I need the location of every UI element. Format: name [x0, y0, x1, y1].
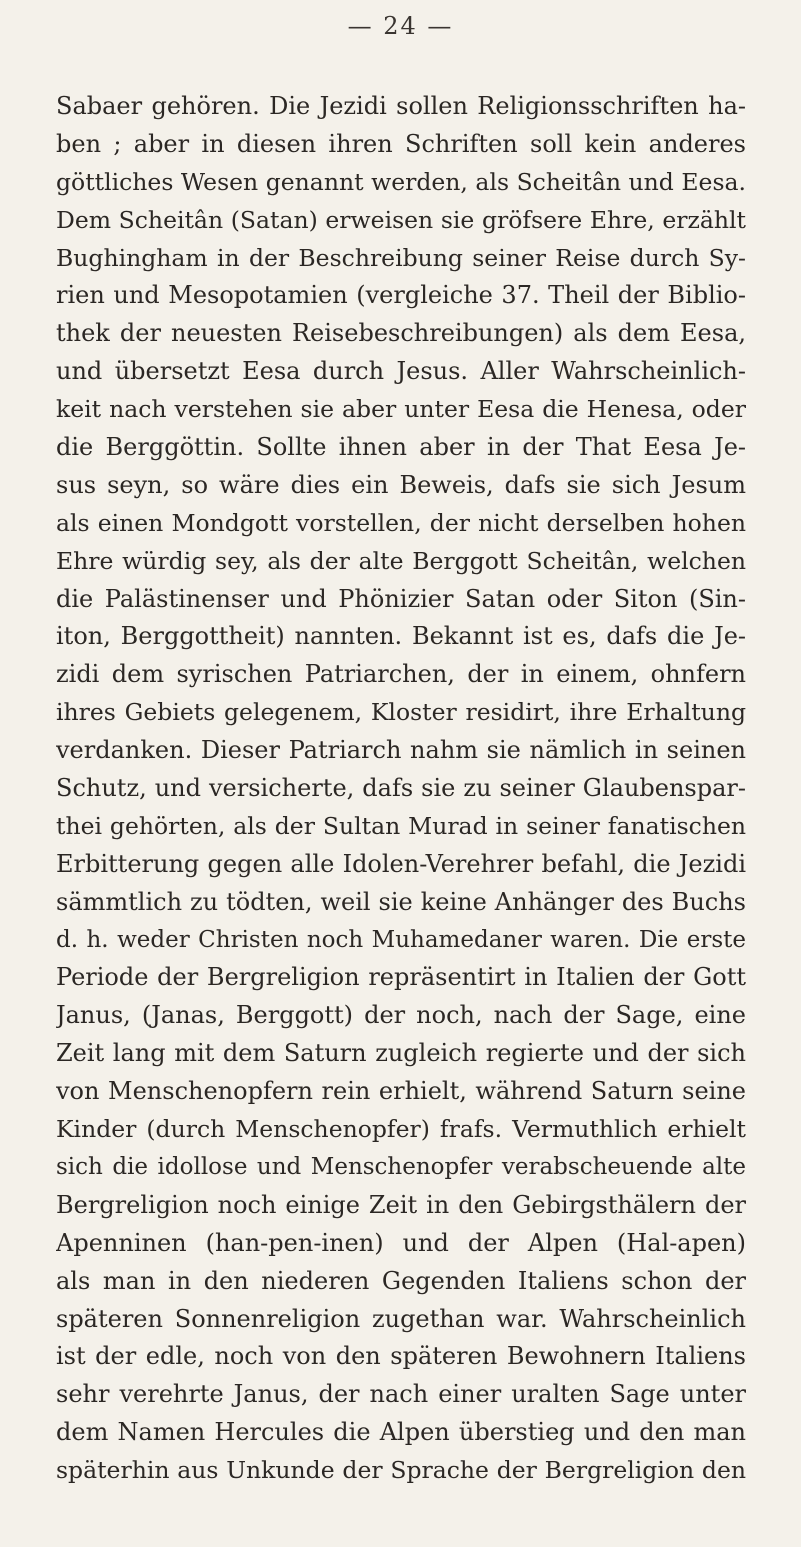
text-line: thei gehörten, als der Sultan Murad in seiner fanatischen: [56, 811, 746, 840]
text-line: Apenninen (han-pen-inen) und der Alpen (Hal-apen): [56, 1228, 746, 1257]
text-line: Sabaer gehören. Die Jezidi sollen Religionsschriften ha-: [56, 92, 746, 120]
text-line: ist der edle, noch von den späteren Bewohnern Italiens: [56, 1342, 746, 1371]
text-line: Bughingham in der Beschreibung seiner Reise durch Sy-: [56, 243, 746, 272]
text-line: göttliches Wesen genannt werden, als Scheitân und Eesa.: [56, 167, 746, 196]
text-line: Ehre würdig sey, als der alte Berggott Scheitân, welchen: [56, 546, 746, 575]
text-line: verdanken. Dieser Patriarch nahm sie nämlich in seinen: [56, 736, 746, 765]
text-line: Erbitterung gegen alle Idolen-Verehrer befahl, die Jezidi: [56, 849, 746, 878]
text-line: von Menschenopfern rein erhielt, während Saturn seine: [56, 1077, 746, 1106]
body-text: [56, 88, 746, 1490]
text-line: keit nach verstehen sie aber unter Eesa die Henesa, oder: [56, 395, 746, 424]
text-line: zidi dem syrischen Patriarchen, der in einem, ohnfern: [56, 660, 746, 689]
text-line: Dem Scheitân (Satan) erweisen sie gröfsere Ehre, erzählt: [56, 205, 746, 234]
text-line: rien und Mesopotamien (vergleiche 37. Theil der Biblio-: [56, 281, 746, 310]
text-line: die Palästinenser und Phönizier Satan oder Siton (Sin-: [56, 584, 746, 613]
text-line: und übersetzt Eesa durch Jesus. Aller Wahrscheinlich-: [56, 357, 746, 386]
text-line: sehr verehrte Janus, der nach einer uralten Sage unter: [56, 1380, 746, 1409]
text-line: als einen Mondgott vorstellen, der nicht derselben hohen: [56, 508, 746, 537]
text-line: als man in den niederen Gegenden Italiens schon der: [56, 1266, 746, 1295]
text-line: Periode der Bergreligion repräsentirt in Italien der Gott: [56, 963, 746, 992]
text-line: Schutz, und versicherte, dafs sie zu seiner Glaubenspar-: [56, 774, 746, 803]
text-line: ben ; aber in diesen ihren Schriften soll kein anderes: [56, 129, 746, 158]
text-line: thek der neuesten Reisebeschreibungen) als dem Eesa,: [56, 319, 746, 348]
text-line: Zeit lang mit dem Saturn zugleich regierte und der sich: [56, 1039, 746, 1068]
text-line: Kinder (durch Menschenopfer) frafs. Vermuthlich erhielt: [56, 1115, 746, 1144]
text-line: Bergreligion noch einige Zeit in den Gebirgsthälern der: [56, 1190, 746, 1219]
text-line: ihres Gebiets gelegenem, Kloster residirt, ihre Erhaltung: [56, 698, 746, 727]
text-line: iton, Berggottheit) nannten. Bekannt ist es, dafs die Je-: [56, 622, 746, 651]
text-line: sich die idollose und Menschenopfer verabscheuende alte: [56, 1153, 746, 1180]
text-line: dem Namen Hercules die Alpen überstieg und den man: [56, 1418, 746, 1447]
text-line: späterhin aus Unkunde der Sprache der Bergreligion den: [56, 1456, 746, 1485]
text-line: sämmtlich zu tödten, weil sie keine Anhänger des Buchs: [56, 887, 746, 916]
text-line: Janus, (Janas, Berggott) der noch, nach der Sage, eine: [56, 1001, 746, 1030]
text-line: späteren Sonnenreligion zugethan war. Wahrscheinlich: [56, 1304, 746, 1333]
page-number: — 24 —: [347, 12, 454, 40]
text-line: sus seyn, so wäre dies ein Beweis, dafs sie sich Jesum: [56, 470, 746, 499]
text-line: d. h. weder Christen noch Muhamedaner waren. Die erste: [56, 926, 746, 953]
text-line: die Berggöttin. Sollte ihnen aber in der That Eesa Je-: [56, 433, 746, 462]
